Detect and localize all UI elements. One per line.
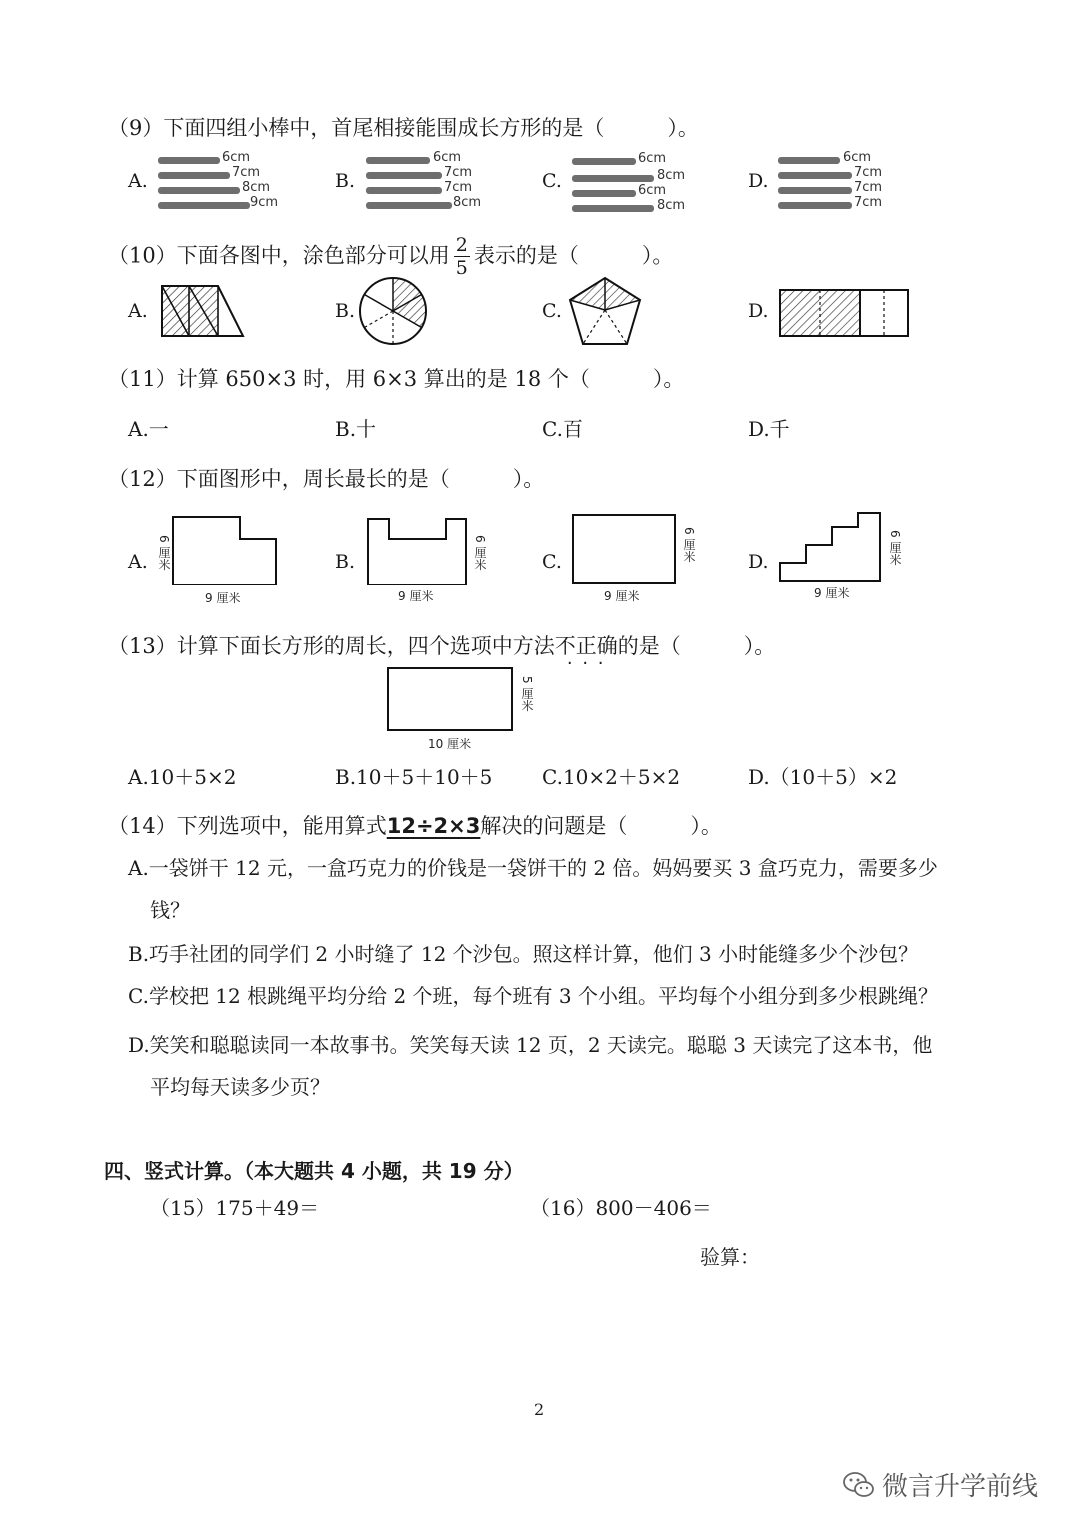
- stick-length: 9cm: [250, 195, 279, 210]
- q14-option-c: C.学校把 12 根跳绳平均分给 2 个班，每个班有 3 个小组。平均每个小组分到多少根跳绳？: [128, 984, 938, 1008]
- q14-text-before: （14）下列选项中，能用算式: [108, 814, 387, 838]
- figure-trapezoid: [162, 286, 243, 336]
- q13-figure: [0, 660, 1080, 740]
- height-label: 5 厘米: [520, 676, 534, 712]
- height-label: 6 厘米: [157, 535, 171, 571]
- q13-option-a: A.10＋5×2: [128, 765, 237, 789]
- q14-option-a-line2: 钱？: [150, 898, 190, 922]
- stick-length: 6cm: [222, 150, 251, 165]
- rectangle: [388, 668, 512, 730]
- stick-bar: [158, 172, 230, 179]
- page-number: 2: [534, 1400, 545, 1419]
- option-label: D.: [748, 551, 769, 573]
- q9-stem: （9）下面四组小棒中，首尾相接能围成长方形的是（ ）。: [108, 116, 699, 140]
- option-label: C.: [542, 300, 562, 322]
- q13-emphasis: 不正确 · · ·: [555, 630, 618, 660]
- stick-bar: [366, 187, 442, 194]
- option-label: C.: [542, 551, 562, 573]
- q14-text-after: 解决的问题是（ ）。: [480, 814, 722, 838]
- q10-text-after: 表示的是（ ）。: [473, 243, 674, 268]
- stick-bar: [366, 202, 452, 209]
- q13-text-before: （13）计算下面长方形的周长，四个选项中方法: [108, 634, 555, 658]
- q12-stem: （12）下面图形中，周长最长的是（ ）。: [108, 467, 545, 491]
- q11-option-c: C.百: [542, 417, 583, 441]
- q15-problem: （15）175＋49＝: [150, 1196, 320, 1220]
- stick-bar: [572, 205, 654, 212]
- width-label: 9 厘米: [604, 589, 640, 603]
- width-label: 9 厘米: [398, 589, 434, 603]
- stick-bar: [158, 202, 250, 209]
- stick-bar: [778, 202, 852, 209]
- check-label: 验算：: [700, 1245, 760, 1269]
- stick-bar: [366, 157, 430, 164]
- shape-a: [173, 517, 276, 585]
- height-label: 6 厘米: [888, 530, 902, 566]
- stick-length: 8cm: [657, 198, 686, 213]
- width-label: 9 厘米: [814, 586, 850, 600]
- option-label: B.: [335, 551, 356, 573]
- stick-bar: [778, 157, 840, 164]
- q14-option-a-line1: A.一袋饼干 12 元，一盒巧克力的价钱是一袋饼干的 2 倍。妈妈要买 3 盒巧克力，需要多少: [128, 856, 938, 880]
- stick-length: 7cm: [854, 180, 883, 195]
- option-label: B.: [335, 300, 356, 322]
- q13-option-c: C.10×2＋5×2: [542, 765, 681, 789]
- q14-option-b: B.巧手社团的同学们 2 小时缝了 12 个沙包。照这样计算，他们 3 小时能缝多少个沙包？: [128, 942, 919, 966]
- option-label: D.: [748, 170, 769, 192]
- q14-option-d-line1: D.笑笑和聪聪读同一本故事书。笑笑每天读 12 页，2 天读完。聪聪 3 天读完了这本书，他: [128, 1033, 933, 1057]
- q14-stem: [108, 810, 722, 840]
- figure-pentagon: [570, 278, 640, 344]
- stick-length: 8cm: [657, 168, 686, 183]
- section-4-title: 四、竖式计算。（本大题共 4 小题，共 19 分）: [104, 1159, 524, 1183]
- q11-stem: （11）计算 650×3 时，用 6×3 算出的是 18 个（ ）。: [108, 367, 685, 391]
- width-label: 10 厘米: [428, 737, 472, 751]
- option-label: A.: [128, 300, 148, 322]
- q11-option-d: D.千: [748, 417, 790, 441]
- q13-option-d: D.（10＋5）×2: [748, 765, 898, 789]
- shape-b: [368, 519, 466, 585]
- stick-length: 8cm: [453, 195, 482, 210]
- fraction-denominator: 5: [455, 257, 468, 279]
- shape-c: [573, 515, 675, 583]
- stick-length: 7cm: [854, 165, 883, 180]
- stick-bar: [778, 187, 852, 194]
- option-label: A.: [128, 551, 148, 573]
- stick-length: 6cm: [433, 150, 462, 165]
- option-label: D.: [748, 300, 769, 322]
- shape-d: [780, 513, 880, 581]
- stick-length: 7cm: [444, 165, 473, 180]
- height-label: 6 厘米: [473, 535, 487, 571]
- q10-figures: [0, 270, 1080, 360]
- q14-option-d-line2: 平均每天读多少页？: [150, 1075, 330, 1099]
- q13-option-b: B.10＋5＋10＋5: [335, 765, 493, 789]
- stick-length: 7cm: [444, 180, 473, 195]
- q13-stem: [108, 630, 775, 660]
- stick-length: 7cm: [854, 195, 883, 210]
- watermark: [842, 1466, 1038, 1503]
- option-label: A.: [128, 170, 148, 192]
- figure-circle: [360, 278, 426, 344]
- stick-length: 7cm: [232, 165, 261, 180]
- stick-bar: [158, 157, 220, 164]
- q10-text-before: （10）下面各图中，涂色部分可以用: [108, 243, 450, 268]
- wechat-icon: [842, 1470, 876, 1500]
- q14-formula: 12÷2×3: [386, 814, 481, 838]
- stick-bar: [572, 190, 636, 197]
- stick-length: 6cm: [843, 150, 872, 165]
- fraction-numerator: 2: [455, 234, 468, 256]
- figure-rectangle-strips: [780, 290, 908, 336]
- watermark-text: 微言升学前线: [882, 1472, 1039, 1502]
- stick-length: 6cm: [638, 151, 667, 166]
- stick-bar: [572, 158, 636, 165]
- width-label: 9 厘米: [205, 591, 241, 605]
- q16-problem: （16）800－406＝: [530, 1196, 712, 1220]
- stick-bar: [158, 187, 240, 194]
- q13-text-after: 的是（ ）。: [617, 634, 776, 658]
- stick-bar: [366, 172, 442, 179]
- stick-bar: [778, 172, 852, 179]
- stick-bar: [572, 175, 654, 182]
- stick-length: 6cm: [638, 183, 667, 198]
- stick-length: 8cm: [242, 180, 271, 195]
- option-label: B.: [335, 170, 356, 192]
- option-label: C.: [542, 170, 562, 192]
- q11-option-b: B.十: [335, 417, 377, 441]
- q11-option-a: A.一: [128, 417, 169, 441]
- height-label: 6 厘米: [682, 527, 696, 563]
